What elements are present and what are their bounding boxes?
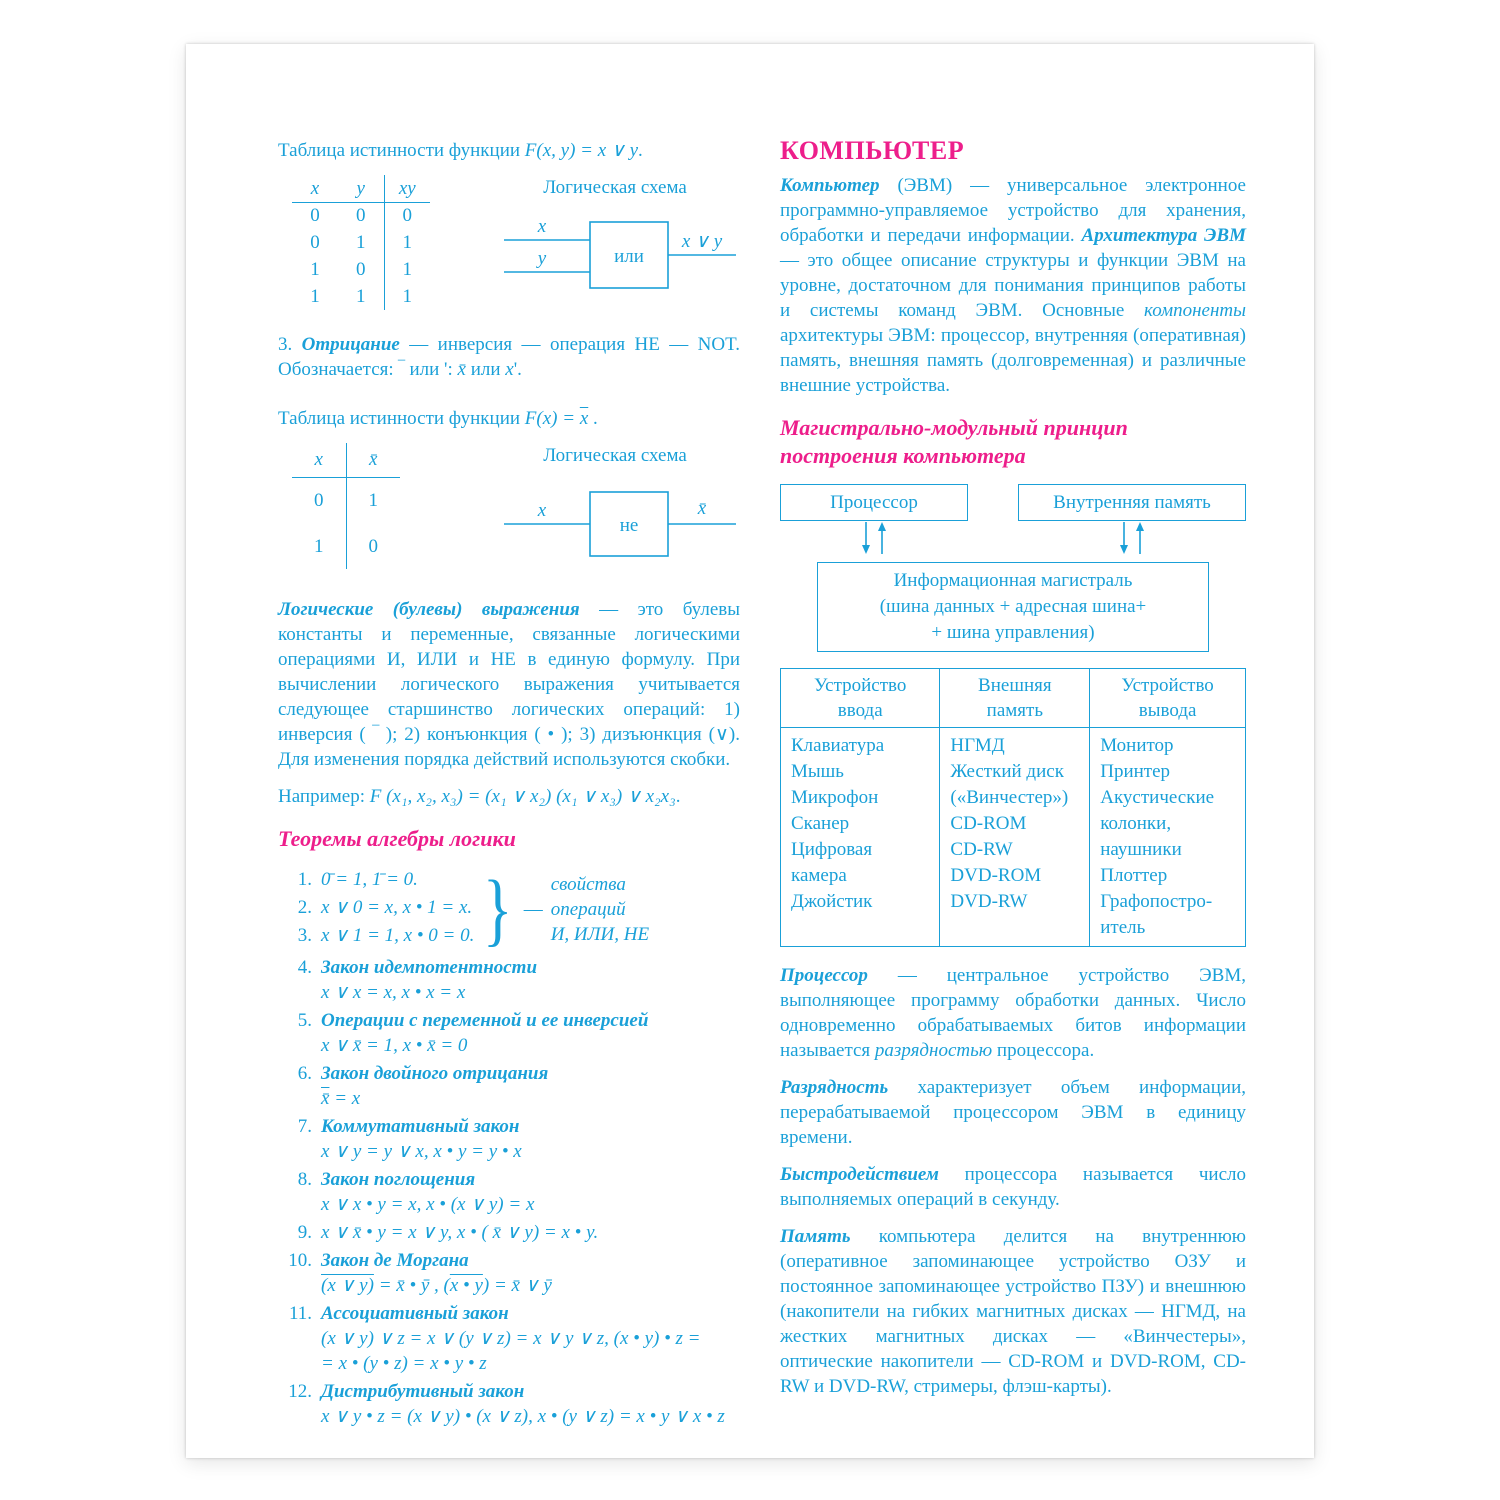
- negation-paragraph: 3. Отрицание — инверсия — операция НЕ — NOT. Обозначается: ‾ или ': x̄ или x'.: [278, 334, 741, 380]
- group-caption: свойства операций И, ИЛИ, НЕ: [550, 873, 650, 945]
- item-number: 8.: [297, 1169, 312, 1190]
- item-number: 4.: [297, 957, 312, 978]
- item-formula: Закон идемпотентности x ∨ x = x, x • x = x: [321, 957, 538, 1003]
- item-number: 9.: [297, 1222, 312, 1243]
- external-memory-header: Внешняя память: [940, 669, 1090, 728]
- not-truth-table-caption: Таблица истинности функции $F(x) = \overline{x}$ .: [278, 408, 598, 429]
- item-number: 3.: [297, 925, 312, 946]
- theorem-item: [278, 1114, 740, 1164]
- cell: 1: [384, 256, 430, 283]
- scheme-title: Логическая схема: [543, 445, 687, 466]
- internal-memory-box: Внутренняя память: [1018, 484, 1246, 521]
- cell: 0: [356, 259, 366, 280]
- table-header-row: [292, 175, 430, 202]
- memory-paragraph: Память компьютера делится на внутреннюю (оперативное запоминающее устройство ОЗУ и постоянное запоминающее устройство ПЗУ) и внешнюю (накопители на гибких магнитных дисках — НГМД, на жестких магнитных дисках — «Винчестеры», оптические накопители — CD-ROM и DVD-ROM, CD-RW и DVD-RW, стримеры, флэш-карты).: [780, 1226, 1246, 1397]
- item-number: 12.: [288, 1381, 312, 1402]
- reference-card-page: [186, 44, 1314, 1458]
- theorem-item: [278, 955, 740, 1005]
- svg-text:y: y: [537, 248, 547, 269]
- item-formula: Закон двойного отрицания x̄ = x: [321, 1063, 549, 1109]
- cell: 1: [310, 259, 320, 280]
- cell: 0: [356, 205, 366, 227]
- or-truth-table-caption: Таблица истинности функции F(x, y) = x ∨ y.: [278, 140, 643, 161]
- bus-architecture-diagram: [780, 484, 1246, 652]
- principle-heading: Магистрально-модульный принцип построения компьютера: [780, 415, 1128, 468]
- cell: 0: [384, 202, 430, 229]
- item-number: 7.: [297, 1116, 312, 1137]
- item-formula: Операции с переменной и ее инверсией x ∨ x̄ = 1, x • x̄ = 0: [321, 1010, 649, 1056]
- theorem-item: [278, 1248, 740, 1298]
- or-function-block: [278, 175, 740, 310]
- svg-text:или: или: [614, 246, 644, 267]
- table-row: [292, 229, 430, 256]
- theorem-item: [278, 1167, 740, 1217]
- information-bus-box: Информационная магистраль (шина данных + адресная шина+ + шина управления): [817, 562, 1209, 652]
- cell: 0: [310, 232, 320, 253]
- not-gate-diagram: [490, 468, 740, 568]
- table-row: [292, 202, 430, 229]
- diagram-top-row: [780, 484, 1246, 521]
- bus-arrows: [780, 521, 1246, 555]
- processor-box: Процессор: [780, 484, 968, 521]
- item-formula: x ∨ x̄ • y = x ∨ y, x • ( x̄ ∨ y) = x • y.: [321, 1222, 599, 1243]
- item-formula: Закон поглощения x ∨ x • y = x, x • (x ∨ y) = x: [321, 1169, 535, 1215]
- tt2-header-not-x: x̄: [346, 443, 400, 477]
- item-number: 2.: [297, 897, 312, 918]
- input-devices-list: Клавиатура Мышь Микрофон Сканер Цифровая камера Джойстик: [781, 728, 940, 947]
- output-devices-header: Устройство вывода: [1090, 669, 1246, 728]
- theorems-heading: Теоремы алгебры логики: [278, 826, 516, 851]
- theorem-item: [278, 1220, 740, 1245]
- computer-intro-paragraph: Компьютер (ЭВМ) — универсальное электронное программно-управляемое устройство для хранения, обработки и передачи информации. Архитектура ЭВМ — это общее описание структуры и функции ЭВМ на уровне, достаточном для понимания принципов работы и системы команд ЭВМ. Основные компоненты архитектуры ЭВМ: процессор, внутренняя (оперативная) память, внешняя память (долговременная) и различные внешние устройства.: [780, 175, 1246, 396]
- theorem-item: [278, 923, 474, 948]
- svg-text:x ∨ y: x ∨ y: [681, 231, 723, 252]
- cell: 1: [356, 286, 366, 307]
- theorem-item: [278, 1061, 740, 1111]
- processor-paragraph: Процессор — центральное устройство ЭВМ, выполняющее программу обработки данных. Число одновременно обрабатываемых битов информации называется разрядностью процессора.: [780, 965, 1246, 1061]
- cell: 1: [356, 232, 366, 253]
- dash: —: [523, 898, 543, 920]
- example-formula: Например: F (x₁, x₂, x₃) = (x₁ ∨ x₂) (x₁ ∨ x₃) ∨ x₂x₃.: [278, 786, 681, 807]
- right-column: [780, 138, 1246, 1432]
- devices-table-header: [781, 669, 1246, 728]
- tt1-header-xy: xy: [384, 175, 430, 202]
- item-number: 5.: [297, 1010, 312, 1031]
- scheme-title: Логическая схема: [543, 177, 687, 198]
- or-logic-scheme: [490, 175, 740, 307]
- devices-table: [780, 668, 1246, 947]
- cell: 0: [314, 489, 324, 511]
- not-logic-scheme: [490, 443, 740, 575]
- table-row: [292, 256, 430, 283]
- svg-text:не: не: [619, 515, 639, 536]
- tt2-header-x: x: [292, 443, 346, 477]
- svg-text:x̄: x̄: [697, 498, 707, 519]
- item-formula: Коммутативный закон x ∨ y = y ∨ x, x • y = y • x: [321, 1116, 522, 1162]
- page-content: [186, 44, 1314, 1432]
- theorems-1-3-group: [278, 863, 740, 954]
- bit-width-paragraph: Разрядность характеризует объем информации, перерабатываемой процессором ЭВМ в единицу времени.: [780, 1077, 1246, 1148]
- item-number: 6.: [297, 1063, 312, 1084]
- item-number: 1.: [297, 869, 312, 890]
- theorem-item: [278, 867, 474, 892]
- item-formula: Закон де Моргана (x ∨ y) = x̄ • ȳ , (x • y) = x̄ ∨ ȳ: [321, 1250, 552, 1296]
- item-formula: x ∨ 1 = 1, x • 0 = 0.: [321, 925, 475, 946]
- item-number: 10.: [288, 1250, 312, 1271]
- speed-paragraph: Быстродействием процессора называется число выполняемых операций в секунду.: [780, 1164, 1246, 1210]
- boolean-expressions-paragraph: Логические (булевы) выражения — это булевы константы и переменные, связанные логическими операциями И, ИЛИ и НЕ в единую формулу. При вычислении логического выражения учитывается следующее старшинство логических операций: 1) инверсия ( ‾ ); 2) конъюнкция ( • ); 3) дизъюнкция (∨). Для изменения порядка действий используются скобки.: [278, 599, 740, 770]
- cell: 0: [310, 205, 320, 227]
- external-memory-list: НГМД Жесткий диск («Винчестер») CD-ROM CD-RW DVD-ROM DVD-RW: [940, 728, 1090, 947]
- or-gate-diagram: [490, 200, 740, 300]
- input-devices-header: Устройство ввода: [781, 669, 940, 728]
- devices-table-body: [781, 728, 1246, 947]
- cell: 1: [310, 286, 320, 307]
- output-devices-list: Монитор Принтер Акустические колонки, наушники Плоттер Графопостро- итель: [1090, 728, 1246, 947]
- left-column: [278, 138, 740, 1432]
- item-formula: x ∨ 0 = x, x • 1 = x.: [321, 897, 473, 918]
- cell: 1: [384, 229, 430, 256]
- item-formula: Ассоциативный закон (x ∨ y) ∨ z = x ∨ (y ∨ z) = x ∨ y ∨ z, (x • y) • z = = x • (y • z) = x • y • z: [321, 1303, 701, 1374]
- not-function-block: [278, 443, 740, 575]
- table-row: [292, 477, 400, 523]
- item-formula: 0̄ = 1, 1̄ = 0.: [321, 869, 418, 890]
- theorems-1-3-items: [278, 867, 474, 951]
- table-row: [292, 283, 430, 310]
- not-truth-table: [292, 443, 400, 569]
- tt1-header-x: x: [292, 175, 338, 202]
- cell: 1: [384, 283, 430, 310]
- or-truth-table: [292, 175, 430, 310]
- theorem-item: [278, 895, 474, 920]
- svg-text:x: x: [537, 216, 547, 237]
- svg-text:x: x: [537, 500, 547, 521]
- tt1-header-y: y: [338, 175, 384, 202]
- table-header-row: [292, 443, 400, 477]
- item-formula: Дистрибутивный закон x ∨ y • z = (x ∨ y) • (x ∨ z), x • (y ∨ z) = x • y ∨ x • z: [321, 1381, 725, 1427]
- cell: 1: [346, 477, 400, 523]
- theorem-item: [278, 1379, 740, 1429]
- theorem-item: [278, 1008, 740, 1058]
- brace-glyph: }: [483, 863, 513, 954]
- table-row: [292, 523, 400, 569]
- computer-section-title: КОМПЬЮТЕР: [780, 136, 965, 165]
- cell: 0: [346, 523, 400, 569]
- item-number: 11.: [288, 1303, 312, 1324]
- cell: 1: [314, 535, 324, 557]
- theorem-item: [278, 1301, 740, 1376]
